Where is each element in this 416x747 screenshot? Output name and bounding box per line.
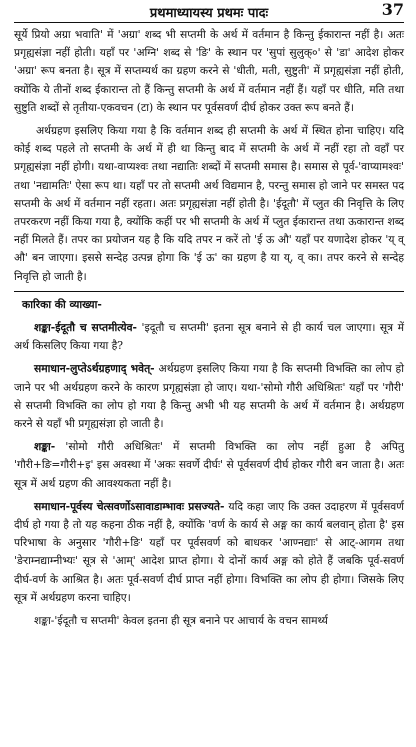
paragraph-shanka-3: शङ्का-'ईदूतौ च सप्तमी' केवल इतना ही सूत्र बनाने पर आचार्य के वचन सामर्थ्य [34, 614, 328, 628]
page-header [14, 0, 404, 23]
page-number: 37 [381, 0, 404, 19]
paragraph-samadhan-2 [14, 498, 404, 607]
shanka-text-1: 'इदूतौ च सप्तमी' इतना सूत्र बनाने से ही कार्य चल जाएगा। सूत्र में अर्थ किसलिए किया गया है? [14, 321, 404, 353]
shanka-label-1: शङ्का-ईदूतौ च सप्तमीत्येव- [34, 321, 137, 335]
paragraph-1: सूर्ये प्रियो अग्रा भवाति' में 'अग्रा' शब्द भी सप्तमी के अर्थ में वर्तमान है किन्तु ईकारान्त नहीं है। अतः प्रगृह्यसंज्ञा नहीं होती। यहाँ पर 'अग्नि' शब्द से 'ङि' के स्थान पर 'सुपां सुलुक्०' से 'डा' आदेश होकर 'अग्रा' रूप बनता है। सूत्र में सप्तम्यर्थ का ग्रहण करने से 'धीती, मती, सुष्टुती' में प्रगृह्यसंज्ञा नहीं होती, क्योंकि ये तीनों शब्द ईकारान्त तो हैं किन्तु सप्तमी के अर्थ में वर्तमान नहीं हैं। यहाँ पर धीति, मति तथा सुष्टुति शब्दों से तृतीया-एकवचन (टा) के स्थान पर पूर्वसवर्ण दीर्घ होकर उक्त रूप बनते हैं। [14, 28, 404, 114]
shanka-label-2: शङ्का- [34, 440, 56, 454]
shanka-text-2: 'सोमो गौरी अधिश्रितः' में सप्तमी विभक्ति का लोप नहीं हुआ है अपितु 'गौरी+ङि=गौरी+इ' इस अवस्था में 'अकः सवर्णे दीर्घः' से पूर्वसवर्ण दीर्घ होकर गौरी बन जाता है। अतः सूत्र में अर्थ ग्रहण की आवश्यकता नहीं है। [14, 440, 404, 490]
samadhan-text-1: अर्थग्रहण इसलिए किया गया है कि सप्तमी विभक्ति का लोप हो जाने पर भी अर्थग्रहण करने के कारण प्रगृह्यसंज्ञा हो जाए। यथा-'सोमो गौरी अधिश्रितः' यहाँ पर 'गौरी' से सप्तमी विभक्ति का लोप हो गया है किन्तु अभी भी यह सप्तमी के अर्थ में वर्तमान है। अर्थग्रहण करने से यहाँ भी प्रगृह्यसंज्ञा हो जाती है। [14, 362, 404, 431]
paragraph-samadhan-1 [14, 360, 404, 433]
paragraph-2: अर्थग्रहण इसलिए किया गया है कि वर्तमान शब्द ही सप्तमी के अर्थ में स्थित होना चाहिए। यदि कोई शब्द पहले तो सप्तमी के अर्थ में ही था किन्तु बाद में सप्तमी के अर्थ में नहीं रहा तो वहाँ पर प्रगृह्यसंज्ञा नहीं होगी। यथा-वाप्यश्वः तथा नद्यातिः शब्दों में सप्तमी समास है। समास से पूर्व-'वाप्यामश्वः' तथा 'नद्यामतिः' ऐसा रूप था। यहाँ पर तो सप्तमी अर्थ विद्यमान है, परन्तु समास हो जाने पर समस्त पद सप्तमी के अर्थ में वर्तमान नहीं रहता। अतः प्रगृह्यसंज्ञा नहीं होती है। 'ईदूतौ' में प्लुत की निवृत्ति के लिए तपरकरण नहीं किया गया है, क्योंकि कहीं पर भी सप्तमी के अर्थ में प्लुत ईकारान्त तथा ऊकारान्त शब्द नहीं मिलते हैं। तपर का प्रयोजन यह है कि यदि तपर न करें तो 'ई ऊ औ' यहाँ पर यणादेश होकर 'य् व् औ' बन जाएगा। इससे सन्देह उत्पन्न होगा कि 'ई ऊ' का ग्रहण है या य्, व् का। तपर करने से सन्देह निवृत्ति हो जाती है। [14, 124, 404, 283]
page-body [14, 23, 404, 630]
section-divider [14, 291, 404, 292]
samadhan-label-2: समाधान-पूर्वस्य चेत्सवर्णोऽसावाडाम्भावः प्रसज्यते- [34, 499, 225, 513]
running-head: प्रथमाध्यायस्य प्रथमः पादः [149, 6, 269, 21]
section-heading: कारिका की व्याख्या- [22, 297, 102, 311]
paragraph-shanka-1 [14, 319, 404, 355]
samadhan-text-2: यदि कहा जाए कि उक्त उदाहरण में पूर्वसवर्ण दीर्घ हो गया है तो यह कहना ठीक नहीं है, क्योंकि 'वर्ण के कार्य से अङ्ग का कार्य बलवान् होता है' इस परिभाषा के अनुसार 'गौरी+ङि' यहाँ पर पूर्वसवर्ण को बाधकर 'आण्नद्याः' से आट्-आगम तथा 'ङेराम्नद्याम्नीभ्यः' सूत्र से 'आम्' आदेश प्राप्त होगा। ये दोनों कार्य अङ्ग को होते हैं जबकि पूर्व-सवर्ण दीर्घ-वर्ण के आश्रित है। अतः पूर्व-सवर्ण दीर्घ प्राप्त नहीं होगा। विभक्ति का लोप ही होगा। जिसके लिए सूत्र में अर्थग्रहण करना चाहिए। [14, 499, 404, 604]
samadhan-label-1: समाधान-लुप्तेऽर्थग्रहणाद् भवेत्- [34, 362, 155, 376]
paragraph-shanka-2 [14, 438, 404, 493]
